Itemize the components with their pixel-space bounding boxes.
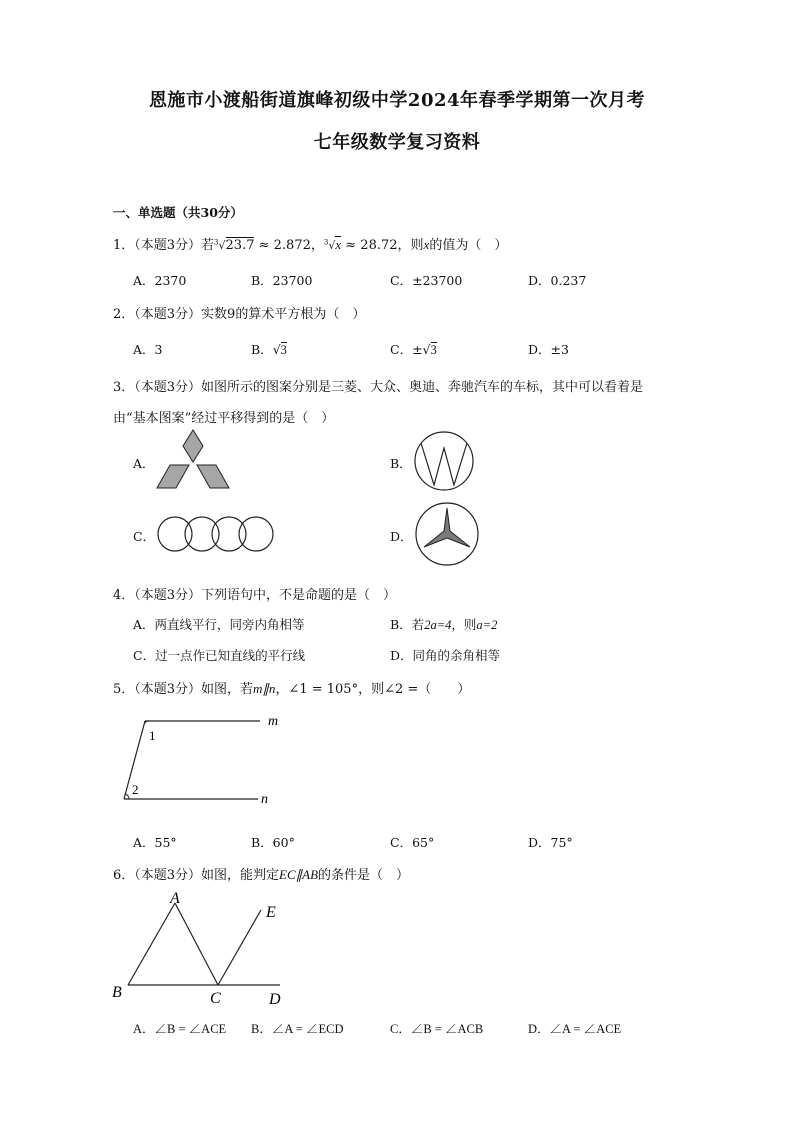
q2-option-c-radicand: 3 (430, 343, 437, 357)
question-2-stem: 2．（本题3分）实数9的算术平方根为（ ） (113, 307, 366, 322)
page-title: 恩施市小渡船街道旗峰初级中学2024年春季学期第一次月考 (148, 90, 646, 111)
q5-stem-c: ，∠1 = 105°，则∠2 =（ ） (275, 682, 471, 697)
section-header: 一、单选题（共30分） (113, 205, 243, 220)
label-m: m (268, 714, 279, 729)
question-6-stem (113, 864, 409, 883)
page-subtitle: 七年级数学复习资料 (313, 132, 481, 153)
q1-var-x: x (423, 237, 430, 252)
cube-root-icon: $^3$√ (323, 238, 336, 252)
question-5-stem (113, 678, 470, 697)
q6-figure (108, 885, 298, 1010)
q2-option-c[interactable] (390, 340, 437, 358)
q4-option-a[interactable]: A．两直线平行，同旁内角相等 (133, 617, 305, 632)
q1-option-b[interactable]: B．23700 (251, 273, 313, 288)
q6-option-d[interactable]: D．∠A = ∠ACE (528, 1022, 622, 1036)
mercedes-logo-icon (413, 500, 483, 568)
q1-option-a[interactable]: A．2370 (133, 273, 187, 288)
q3-option-c[interactable]: C． (133, 529, 156, 544)
q4-option-b-result: a=2 (476, 618, 498, 632)
q6-option-b[interactable]: B．∠A = ∠ECD (251, 1022, 344, 1036)
q5-figure (110, 710, 290, 810)
square-root-icon: √ (422, 342, 431, 357)
q2-option-d[interactable]: D．±3 (528, 342, 569, 357)
q2-option-b-label: B． (251, 342, 273, 357)
label-angle-1: 1 (149, 728, 156, 743)
q6-option-c[interactable]: C．∠B = ∠ACB (390, 1022, 484, 1036)
segment-ac (175, 903, 218, 985)
q4-option-b-mid: ，则 (451, 617, 477, 632)
q4-option-c[interactable]: C．过一点作已知直线的平行线 (133, 648, 306, 663)
q1-radicand: 23.7 (225, 238, 255, 253)
q1-radicand-x: x (335, 237, 342, 252)
q1-option-d[interactable]: D．0.237 (528, 273, 587, 288)
label-B: B (112, 984, 122, 1001)
question-4-stem: 4．（本题3分）下列语句中，不是命题的是（ ） (113, 588, 397, 603)
q1-stem-g: 的值为（ ） (429, 238, 508, 253)
q3-option-b[interactable]: B． (390, 456, 412, 471)
q2-option-b[interactable] (251, 340, 287, 358)
square-root-icon: √ (272, 342, 281, 357)
q5-stem-a: 5．（本题3分）如图，若 (113, 682, 254, 697)
q5-option-c[interactable]: C．65° (390, 835, 435, 850)
mitsubishi-logo-icon (155, 428, 235, 494)
q4-option-b-label: B．若 (390, 617, 425, 632)
q5-parallel: m∥n (253, 681, 276, 696)
question-3-stem-line2: 由“基本图案”经过平移得到的是（ ） (113, 411, 335, 426)
cube-root-icon: $^3$√ (214, 238, 226, 252)
q6-stem-a: 6．（本题3分）如图，能判定 (113, 868, 280, 883)
q1-stem-e: ≈ 28.72，则 (345, 238, 424, 253)
label-A: A (170, 890, 180, 907)
q1-option-c[interactable]: C．±23700 (390, 273, 463, 288)
label-C: C (210, 990, 221, 1007)
q2-option-b-radicand: 3 (280, 343, 287, 357)
q4-option-b-cond: 2a=4 (424, 618, 452, 632)
question-3-stem-line1: 3．（本题3分）如图所示的图案分别是三菱、大众、奥迪、奔驰汽车的车标，其中可以看着是 (113, 380, 644, 395)
q2-option-c-label: C．± (390, 342, 423, 357)
segment-ce (218, 910, 261, 985)
q2-option-a[interactable]: A．3 (133, 342, 163, 357)
segment-ab (128, 903, 175, 985)
q6-parallel: EC∥AB (279, 867, 319, 882)
q1-stem-c: ≈ 2.872， (258, 238, 324, 253)
audi-logo-icon (155, 514, 277, 554)
label-angle-2: 2 (132, 782, 139, 797)
q3-option-a[interactable]: A． (133, 456, 155, 471)
q4-option-b[interactable] (390, 615, 497, 633)
q5-option-a[interactable]: A．55° (133, 835, 177, 850)
label-n: n (261, 792, 268, 807)
q6-option-a[interactable]: A．∠B = ∠ACE (133, 1022, 227, 1036)
q3-option-d[interactable]: D． (390, 529, 413, 544)
label-E: E (266, 904, 276, 921)
q6-stem-c: 的条件是（ ） (318, 868, 410, 883)
question-1-stem (113, 234, 507, 253)
q1-stem-a: 1．（本题3分）若 (113, 238, 215, 253)
label-D: D (269, 991, 281, 1008)
q5-option-d[interactable]: D．75° (528, 835, 573, 850)
q4-option-d[interactable]: D．同角的余角相等 (390, 648, 501, 663)
volkswagen-logo-icon (412, 430, 476, 492)
q5-option-b[interactable]: B．60° (251, 835, 295, 850)
